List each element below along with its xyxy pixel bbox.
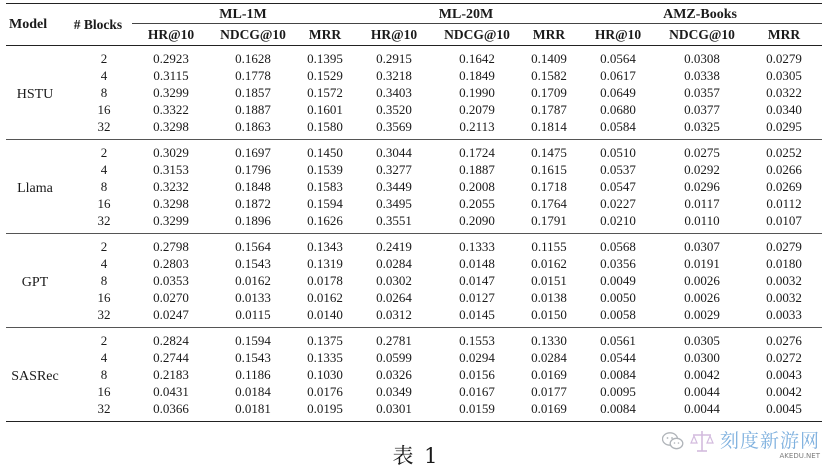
metric-value-cell: 0.0159 <box>459 401 495 416</box>
metric-value-cell: 0.1583 <box>307 179 343 194</box>
metric-value-cell: 0.0167 <box>459 384 495 399</box>
blocks-cell: 2 <box>100 333 108 348</box>
metric-value-cell: 0.0349 <box>376 384 412 399</box>
table-row <box>6 289 822 306</box>
blocks-cell: 4 <box>100 256 108 271</box>
metric-value-cell: 0.0210 <box>600 213 636 228</box>
metric-value-cell: 0.0326 <box>376 367 412 382</box>
metric-value-cell: 0.2419 <box>376 239 412 254</box>
blocks-cell: 8 <box>100 85 108 100</box>
metric-value-cell: 0.0042 <box>766 384 802 399</box>
metric-value-cell: 0.0191 <box>684 256 720 271</box>
metric-value-cell: 0.2803 <box>153 256 189 271</box>
metric-value-cell: 0.0133 <box>235 290 271 305</box>
wechat-icon <box>662 431 684 456</box>
metric-value-cell: 0.1849 <box>459 68 495 83</box>
metric-value-cell: 0.0308 <box>684 51 720 66</box>
metric-value-cell: 0.0247 <box>153 307 189 322</box>
metric-value-cell: 0.3551 <box>376 213 412 228</box>
metric-value-cell: 0.0227 <box>600 196 636 211</box>
table-row <box>6 118 822 140</box>
metric-value-cell: 0.0145 <box>459 307 495 322</box>
metric-value-cell: 0.0026 <box>684 290 720 305</box>
metric-value-cell: 0.1615 <box>531 162 567 177</box>
table-header <box>6 4 822 46</box>
metric-value-cell: 0.1186 <box>235 367 271 382</box>
metric-value-cell: 0.0095 <box>600 384 636 399</box>
metric-value-cell: 0.1778 <box>235 68 271 83</box>
metric-value-cell: 0.3044 <box>376 145 412 160</box>
metric-value-cell: 0.1594 <box>235 333 271 348</box>
metric-value-cell: 0.0338 <box>684 68 720 83</box>
metric-value-cell: 0.0148 <box>459 256 495 271</box>
blocks-cell: 16 <box>97 290 111 305</box>
blocks-cell: 32 <box>97 213 111 228</box>
metric-value-cell: 0.0045 <box>766 401 802 416</box>
blocks-cell: 2 <box>100 239 108 254</box>
metric-value-cell: 0.0599 <box>376 350 412 365</box>
metric-value-cell: 0.1814 <box>531 119 567 134</box>
metric-value-cell: 0.1990 <box>459 85 495 100</box>
metric-value-cell: 0.1626 <box>307 213 343 228</box>
metric-value-cell: 0.0044 <box>684 384 720 399</box>
metric-value-cell: 0.3569 <box>376 119 412 134</box>
metric-value-cell: 0.0107 <box>766 213 802 228</box>
metric-value-cell: 0.0151 <box>531 273 567 288</box>
metric-value-cell: 0.0252 <box>766 145 802 160</box>
metric-value-cell: 0.1330 <box>531 333 567 348</box>
metric-value-cell: 0.3232 <box>153 179 189 194</box>
metric-value-cell: 0.1697 <box>235 145 271 160</box>
metric-value-cell: 0.0162 <box>235 273 271 288</box>
metric-value-cell: 0.3298 <box>153 119 189 134</box>
metric-value-cell: 0.0032 <box>766 273 802 288</box>
table-row <box>6 366 822 383</box>
metric-value-cell: 0.0033 <box>766 307 802 322</box>
metric-value-cell: 0.0357 <box>684 85 720 100</box>
metric-value-cell: 0.1580 <box>307 119 343 134</box>
blocks-column-header: # Blocks <box>64 4 132 46</box>
metric-value-cell: 0.2113 <box>459 119 495 134</box>
blocks-cell: 4 <box>100 68 108 83</box>
metric-value-cell: 0.0284 <box>376 256 412 271</box>
metric-value-cell: 0.2915 <box>376 51 412 66</box>
metric-value-cell: 0.1582 <box>531 68 567 83</box>
metric-value-cell: 0.3153 <box>153 162 189 177</box>
metric-value-cell: 0.0312 <box>376 307 412 322</box>
watermark-url: AKEDU.NET <box>779 452 820 460</box>
metric-value-cell: 0.1155 <box>531 239 567 254</box>
metric-value-cell: 0.1796 <box>235 162 271 177</box>
metric-value-cell: 0.1787 <box>531 102 567 117</box>
table-row <box>6 234 822 256</box>
model-group <box>6 140 822 234</box>
metric-value-cell: 0.0150 <box>531 307 567 322</box>
metric-header-ndcg10: NDCG@10 <box>658 24 746 46</box>
metric-value-cell: 0.0568 <box>600 239 636 254</box>
metric-value-cell: 0.0356 <box>600 256 636 271</box>
metric-value-cell: 0.1863 <box>235 119 271 134</box>
metric-value-cell: 0.0295 <box>766 119 802 134</box>
metric-value-cell: 0.2008 <box>459 179 495 194</box>
metric-value-cell: 0.0296 <box>684 179 720 194</box>
metric-value-cell: 0.0270 <box>153 290 189 305</box>
metric-value-cell: 0.0284 <box>531 350 567 365</box>
blocks-cell: 16 <box>97 196 111 211</box>
dataset-header-ml20m: ML-20M <box>354 4 578 24</box>
metric-value-cell: 0.0181 <box>235 401 271 416</box>
metric-value-cell: 0.0049 <box>600 273 636 288</box>
metric-value-cell: 0.0547 <box>600 179 636 194</box>
model-name-cell: HSTU <box>16 87 54 102</box>
metric-value-cell: 0.0110 <box>684 213 720 228</box>
table-row <box>6 272 822 289</box>
metric-value-cell: 0.0084 <box>600 401 636 416</box>
blocks-cell: 32 <box>97 307 111 322</box>
metric-value-cell: 0.0138 <box>531 290 567 305</box>
blocks-cell: 8 <box>100 273 108 288</box>
metric-value-cell: 0.1642 <box>459 51 495 66</box>
metric-value-cell: 0.0584 <box>600 119 636 134</box>
metric-value-cell: 0.0340 <box>766 102 802 117</box>
metric-value-cell: 0.1724 <box>459 145 495 160</box>
metric-value-cell: 0.3449 <box>376 179 412 194</box>
metric-value-cell: 0.0147 <box>459 273 495 288</box>
metric-value-cell: 0.2079 <box>459 102 495 117</box>
metric-value-cell: 0.1601 <box>307 102 343 117</box>
blocks-cell: 2 <box>100 145 108 160</box>
table-row <box>6 195 822 212</box>
metric-value-cell: 0.2781 <box>376 333 412 348</box>
table-row <box>6 400 822 422</box>
metric-header-mrr: MRR <box>520 24 578 46</box>
metric-value-cell: 0.1395 <box>307 51 343 66</box>
metric-value-cell: 0.0058 <box>600 307 636 322</box>
metric-value-cell: 0.3029 <box>153 145 189 160</box>
metric-value-cell: 0.0032 <box>766 290 802 305</box>
metric-value-cell: 0.0140 <box>307 307 343 322</box>
model-name-cell: GPT <box>21 275 49 290</box>
metric-value-cell: 0.0043 <box>766 367 802 382</box>
metric-value-cell: 0.0294 <box>459 350 495 365</box>
metric-value-cell: 0.0292 <box>684 162 720 177</box>
metric-value-cell: 0.3299 <box>153 213 189 228</box>
metric-value-cell: 0.0084 <box>600 367 636 382</box>
model-group <box>6 46 822 140</box>
watermark-text: 刻度新游网 <box>719 430 820 452</box>
balance-logo-icon <box>689 428 715 459</box>
metric-value-cell: 0.2798 <box>153 239 189 254</box>
metric-value-cell: 0.3218 <box>376 68 412 83</box>
metric-header-mrr: MRR <box>746 24 822 46</box>
metric-value-cell: 0.2055 <box>459 196 495 211</box>
metric-value-cell: 0.1887 <box>235 102 271 117</box>
metric-value-cell: 0.3322 <box>153 102 189 117</box>
metric-header-hr10: HR@10 <box>578 24 658 46</box>
metric-value-cell: 0.0649 <box>600 85 636 100</box>
metric-value-cell: 0.0050 <box>600 290 636 305</box>
metric-value-cell: 0.0617 <box>600 68 636 83</box>
metric-value-cell: 0.1872 <box>235 196 271 211</box>
dataset-header-amzbooks: AMZ-Books <box>578 4 822 24</box>
metric-value-cell: 0.0115 <box>235 307 271 322</box>
table-row <box>6 84 822 101</box>
metric-value-cell: 0.0353 <box>153 273 189 288</box>
metric-header-ndcg10: NDCG@10 <box>434 24 520 46</box>
metric-value-cell: 0.1539 <box>307 162 343 177</box>
metric-value-cell: 0.0180 <box>766 256 802 271</box>
metric-value-cell: 0.1628 <box>235 51 271 66</box>
metric-value-cell: 0.1594 <box>307 196 343 211</box>
metric-value-cell: 0.0169 <box>531 401 567 416</box>
metric-value-cell: 0.1343 <box>307 239 343 254</box>
blocks-cell: 8 <box>100 367 108 382</box>
metric-value-cell: 0.0544 <box>600 350 636 365</box>
results-table <box>6 3 822 422</box>
metric-value-cell: 0.0162 <box>531 256 567 271</box>
metric-value-cell: 0.2923 <box>153 51 189 66</box>
metric-value-cell: 0.1335 <box>307 350 343 365</box>
metric-value-cell: 0.0195 <box>307 401 343 416</box>
metric-value-cell: 0.1564 <box>235 239 271 254</box>
metric-value-cell: 0.3298 <box>153 196 189 211</box>
model-group <box>6 234 822 328</box>
metric-value-cell: 0.0279 <box>766 51 802 66</box>
watermark <box>662 426 820 460</box>
metric-value-cell: 0.0301 <box>376 401 412 416</box>
metric-value-cell: 0.1475 <box>531 145 567 160</box>
metric-value-cell: 0.1375 <box>307 333 343 348</box>
metric-value-cell: 0.0044 <box>684 401 720 416</box>
metric-value-cell: 0.1543 <box>235 256 271 271</box>
blocks-cell: 4 <box>100 162 108 177</box>
table-row <box>6 140 822 162</box>
table-row <box>6 383 822 400</box>
table-row <box>6 328 822 350</box>
blocks-cell: 16 <box>97 102 111 117</box>
dataset-header-ml1m: ML-1M <box>132 4 354 24</box>
metric-value-cell: 0.0176 <box>307 384 343 399</box>
metric-value-cell: 0.2744 <box>153 350 189 365</box>
blocks-cell: 4 <box>100 350 108 365</box>
metric-value-cell: 0.0169 <box>531 367 567 382</box>
metric-value-cell: 0.1529 <box>307 68 343 83</box>
blocks-cell: 8 <box>100 179 108 194</box>
table-row <box>6 178 822 195</box>
blocks-cell: 16 <box>97 384 111 399</box>
metric-value-cell: 0.0377 <box>684 102 720 117</box>
table-row <box>6 67 822 84</box>
metric-value-cell: 0.0264 <box>376 290 412 305</box>
metric-value-cell: 0.2090 <box>459 213 495 228</box>
metric-value-cell: 0.1450 <box>307 145 343 160</box>
metric-value-cell: 0.3277 <box>376 162 412 177</box>
metric-header-hr10: HR@10 <box>354 24 434 46</box>
metric-value-cell: 0.0266 <box>766 162 802 177</box>
metric-value-cell: 0.3495 <box>376 196 412 211</box>
metric-value-cell: 0.0269 <box>766 179 802 194</box>
metric-value-cell: 0.0564 <box>600 51 636 66</box>
table-row <box>6 161 822 178</box>
metric-value-cell: 0.0026 <box>684 273 720 288</box>
metric-value-cell: 0.3115 <box>153 68 189 83</box>
metric-value-cell: 0.0272 <box>766 350 802 365</box>
metric-value-cell: 0.1572 <box>307 85 343 100</box>
metric-value-cell: 0.1319 <box>307 256 343 271</box>
metric-value-cell: 0.1718 <box>531 179 567 194</box>
metric-value-cell: 0.1791 <box>531 213 567 228</box>
metric-value-cell: 0.0325 <box>684 119 720 134</box>
table-row <box>6 46 822 68</box>
metric-header-ndcg10: NDCG@10 <box>210 24 296 46</box>
metric-header-hr10: HR@10 <box>132 24 210 46</box>
metric-value-cell: 0.1030 <box>307 367 343 382</box>
model-name-cell: SASRec <box>11 369 59 384</box>
metric-value-cell: 0.0322 <box>766 85 802 100</box>
metric-value-cell: 0.0117 <box>684 196 720 211</box>
metric-value-cell: 0.0279 <box>766 239 802 254</box>
model-column-header: Model <box>6 4 64 46</box>
table-row <box>6 212 822 234</box>
metric-value-cell: 0.0307 <box>684 239 720 254</box>
metric-value-cell: 0.0561 <box>600 333 636 348</box>
metric-value-cell: 0.1709 <box>531 85 567 100</box>
metric-value-cell: 0.1896 <box>235 213 271 228</box>
metric-value-cell: 0.0305 <box>766 68 802 83</box>
metric-value-cell: 0.0275 <box>684 145 720 160</box>
metric-value-cell: 0.0302 <box>376 273 412 288</box>
metric-value-cell: 0.1848 <box>235 179 271 194</box>
metric-value-cell: 0.0431 <box>153 384 189 399</box>
metric-value-cell: 0.1887 <box>459 162 495 177</box>
metric-value-cell: 0.1409 <box>531 51 567 66</box>
metric-value-cell: 0.2824 <box>153 333 189 348</box>
metric-value-cell: 0.3403 <box>376 85 412 100</box>
metric-value-cell: 0.0162 <box>307 290 343 305</box>
metric-value-cell: 0.0127 <box>459 290 495 305</box>
metric-value-cell: 0.0156 <box>459 367 495 382</box>
metric-value-cell: 0.0537 <box>600 162 636 177</box>
metric-value-cell: 0.0112 <box>766 196 802 211</box>
metric-value-cell: 0.1543 <box>235 350 271 365</box>
metric-value-cell: 0.3520 <box>376 102 412 117</box>
metric-value-cell: 0.3299 <box>153 85 189 100</box>
metric-value-cell: 0.0680 <box>600 102 636 117</box>
metric-value-cell: 0.2183 <box>153 367 189 382</box>
metric-value-cell: 0.1857 <box>235 85 271 100</box>
blocks-cell: 32 <box>97 401 111 416</box>
metric-value-cell: 0.0029 <box>684 307 720 322</box>
blocks-cell: 2 <box>100 51 108 66</box>
metric-value-cell: 0.0184 <box>235 384 271 399</box>
metric-header-mrr: MRR <box>296 24 354 46</box>
metric-value-cell: 0.0178 <box>307 273 343 288</box>
model-group <box>6 328 822 422</box>
metric-value-cell: 0.1764 <box>531 196 567 211</box>
table-caption: 表 1 <box>392 444 440 468</box>
metric-value-cell: 0.0300 <box>684 350 720 365</box>
table-row <box>6 101 822 118</box>
model-name-cell: Llama <box>17 181 53 196</box>
table-row <box>6 255 822 272</box>
metric-value-cell: 0.0305 <box>684 333 720 348</box>
table-row <box>6 349 822 366</box>
metric-value-cell: 0.1553 <box>459 333 495 348</box>
table-row <box>6 306 822 328</box>
blocks-cell: 32 <box>97 119 111 134</box>
metric-value-cell: 0.0042 <box>684 367 720 382</box>
metric-value-cell: 0.0276 <box>766 333 802 348</box>
metric-value-cell: 0.1333 <box>459 239 495 254</box>
metric-value-cell: 0.0177 <box>531 384 567 399</box>
metric-value-cell: 0.0366 <box>153 401 189 416</box>
metric-value-cell: 0.0510 <box>600 145 636 160</box>
